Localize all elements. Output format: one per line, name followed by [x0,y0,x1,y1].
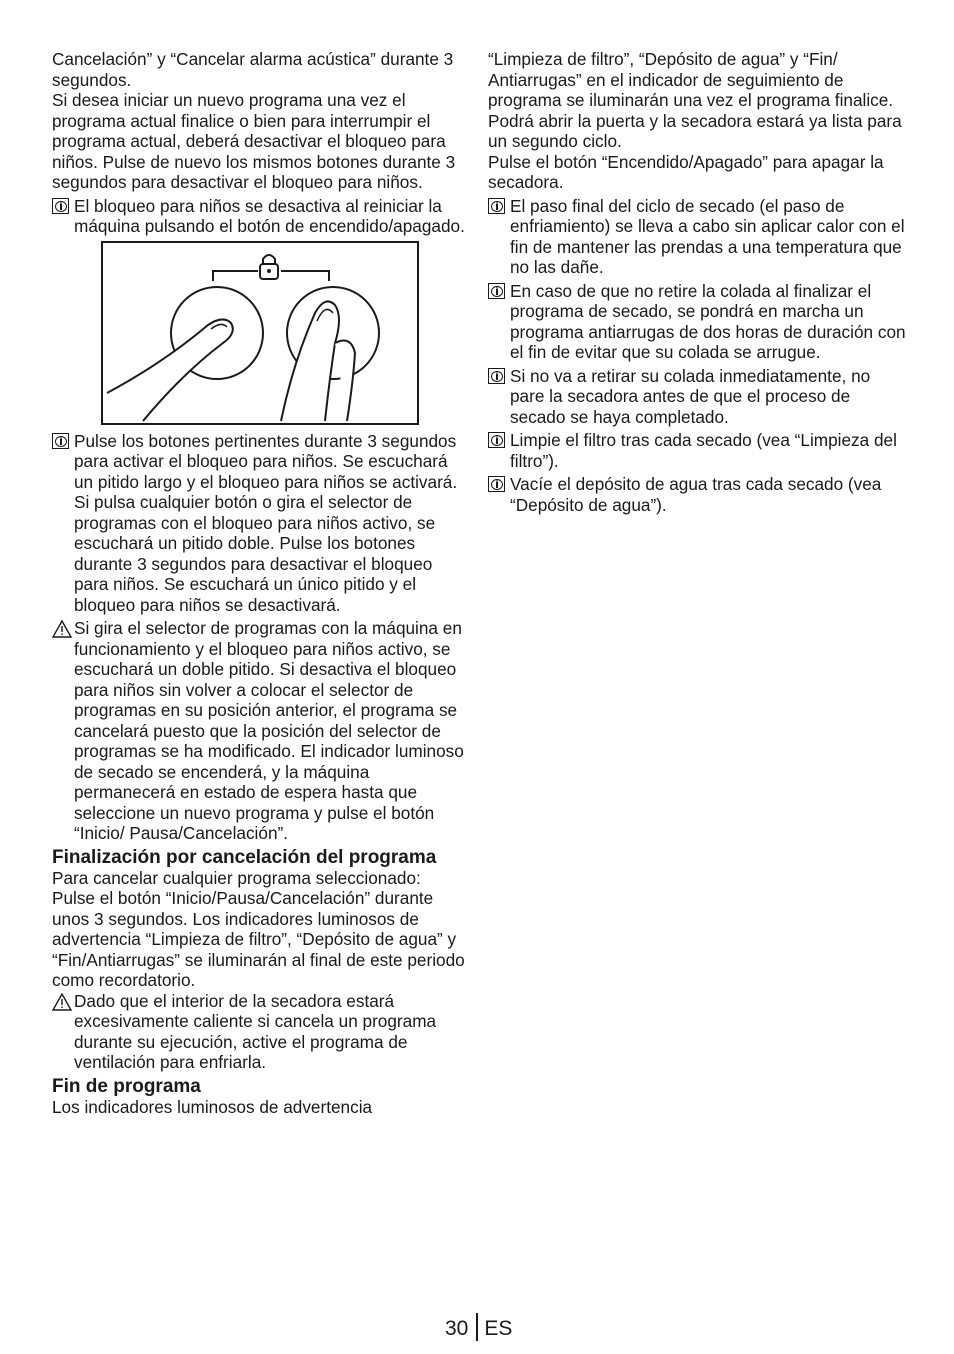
info-note [488,281,908,363]
note-text: Pulse los botones pertinentes durante 3 segundos para activar el bloqueo para niños. Se escuchará un pitido largo y el bloqueo para niños se activará. Si pulsa cualquier botón o gira el selector de programas con el bloqueo para niños activo, se escuchará un pitido doble. Pulse los botones durante 3 segundos para desactivar el bloqueo para niños. Se escuchará un único pitido y el bloqueo para niños se desactivará. [74,430,458,615]
info-note [52,196,468,237]
info-icon [52,198,69,214]
paragraph: Si desea iniciar un nuevo programa una vez el programa actual finalice o bien para interrumpir el programa actual, deberá desactivar el bloqueo para niños. Pulse de nuevo los mismos botones durante 3 segundos para desactivar el bloqueo para niños. [52,90,456,192]
footer-divider [476,1313,478,1341]
info-note [488,366,908,428]
info-note [488,474,908,515]
paragraph: Pulse el botón “Encendido/Apagado” para apagar la secadora. [488,151,884,192]
info-icon [488,368,505,384]
note-text: Vacíe el depósito de agua tras cada secado (vea “Depósito de agua”). [510,474,882,515]
note-text: Dado que el interior de la secadora estará excesivamente caliente si cancela un programa durante su ejecución, active el programa de ventilación para enfriarla. [74,990,437,1072]
page-number: 30 [445,1317,469,1340]
section-heading: Finalización por cancelación del programa [52,846,437,868]
padlock-icon [260,255,278,279]
page-footer [445,1313,512,1341]
warning-triangle-icon [52,993,72,1011]
info-note [488,196,908,278]
info-note [488,430,908,471]
info-icon [52,433,69,449]
info-icon [488,432,505,448]
note-text: Si no va a retirar su colada inmediatamente, no pare la secadora antes de que el proceso de secado se haya completado. [510,365,871,427]
info-icon [488,476,505,492]
note-text: El paso final del ciclo de secado (el paso de enfriamiento) se lleva a cabo sin aplicar calor con el fin de mantener las prendas a una temperatura que no las dañe. [510,195,905,277]
language-code: ES [484,1317,513,1340]
info-note [52,431,468,616]
paragraph: Los indicadores luminosos de advertencia [52,1096,373,1117]
info-icon [488,283,505,299]
warning-triangle-icon [52,620,72,638]
note-text: Limpie el filtro tras cada secado (vea “Limpieza del filtro”). [510,430,897,471]
warning-note [52,618,468,844]
hands-pressing-buttons-illustration [103,243,417,423]
note-text: Si gira el selector de programas con la máquina en funcionamiento y el bloqueo para niños activo, se escuchará un doble pitido. Si desactiva el bloqueo para niños sin volver a colocar el selector de programas en su posición anterior, el programa se cancelará puesto que la posición del selector de programas se ha modificado. El indicador luminoso de secado se encenderá, y la máquina permanecerá en estado de espera hasta que seleccione un nuevo programa y pulse el botón “Inicio/ Pausa/Cancelación”. [74,618,464,843]
left-column [52,49,468,1117]
child-lock-illustration [101,241,419,425]
note-text: En caso de que no retire la colada al finalizar el programa de secado, se pondrá en marcha un programa antiarrugas de dos horas de duración con el fin de evitar que su colada se arrugue. [510,280,906,362]
note-text: El bloqueo para niños se desactiva al reiniciar la máquina pulsando el botón de encendido/apagado. [74,195,465,236]
paragraph: Cancelación” y “Cancelar alarma acústica” durante 3 segundos. [52,49,454,90]
info-icon [488,198,505,214]
paragraph: “Limpieza de filtro”, “Depósito de agua” y “Fin/ Antiarrugas” en el indicador de seguimiento de programa se iluminarán una vez el programa finalice. Podrá abrir la puerta y la secadora estará ya lista para un segundo ciclo. [488,49,902,151]
right-column [488,49,908,515]
paragraph: Para cancelar cualquier programa seleccionado: Pulse el botón “Inicio/Pausa/Cancelación” durante unos 3 segundos. Los indicadores luminosos de advertencia “Limpieza de filtro”, “Depósito de agua” y “Fin/Antiarrugas” se iluminarán al final de este periodo como recordatorio. [52,867,465,990]
section-heading: Fin de programa [52,1075,201,1097]
warning-note [52,991,468,1073]
